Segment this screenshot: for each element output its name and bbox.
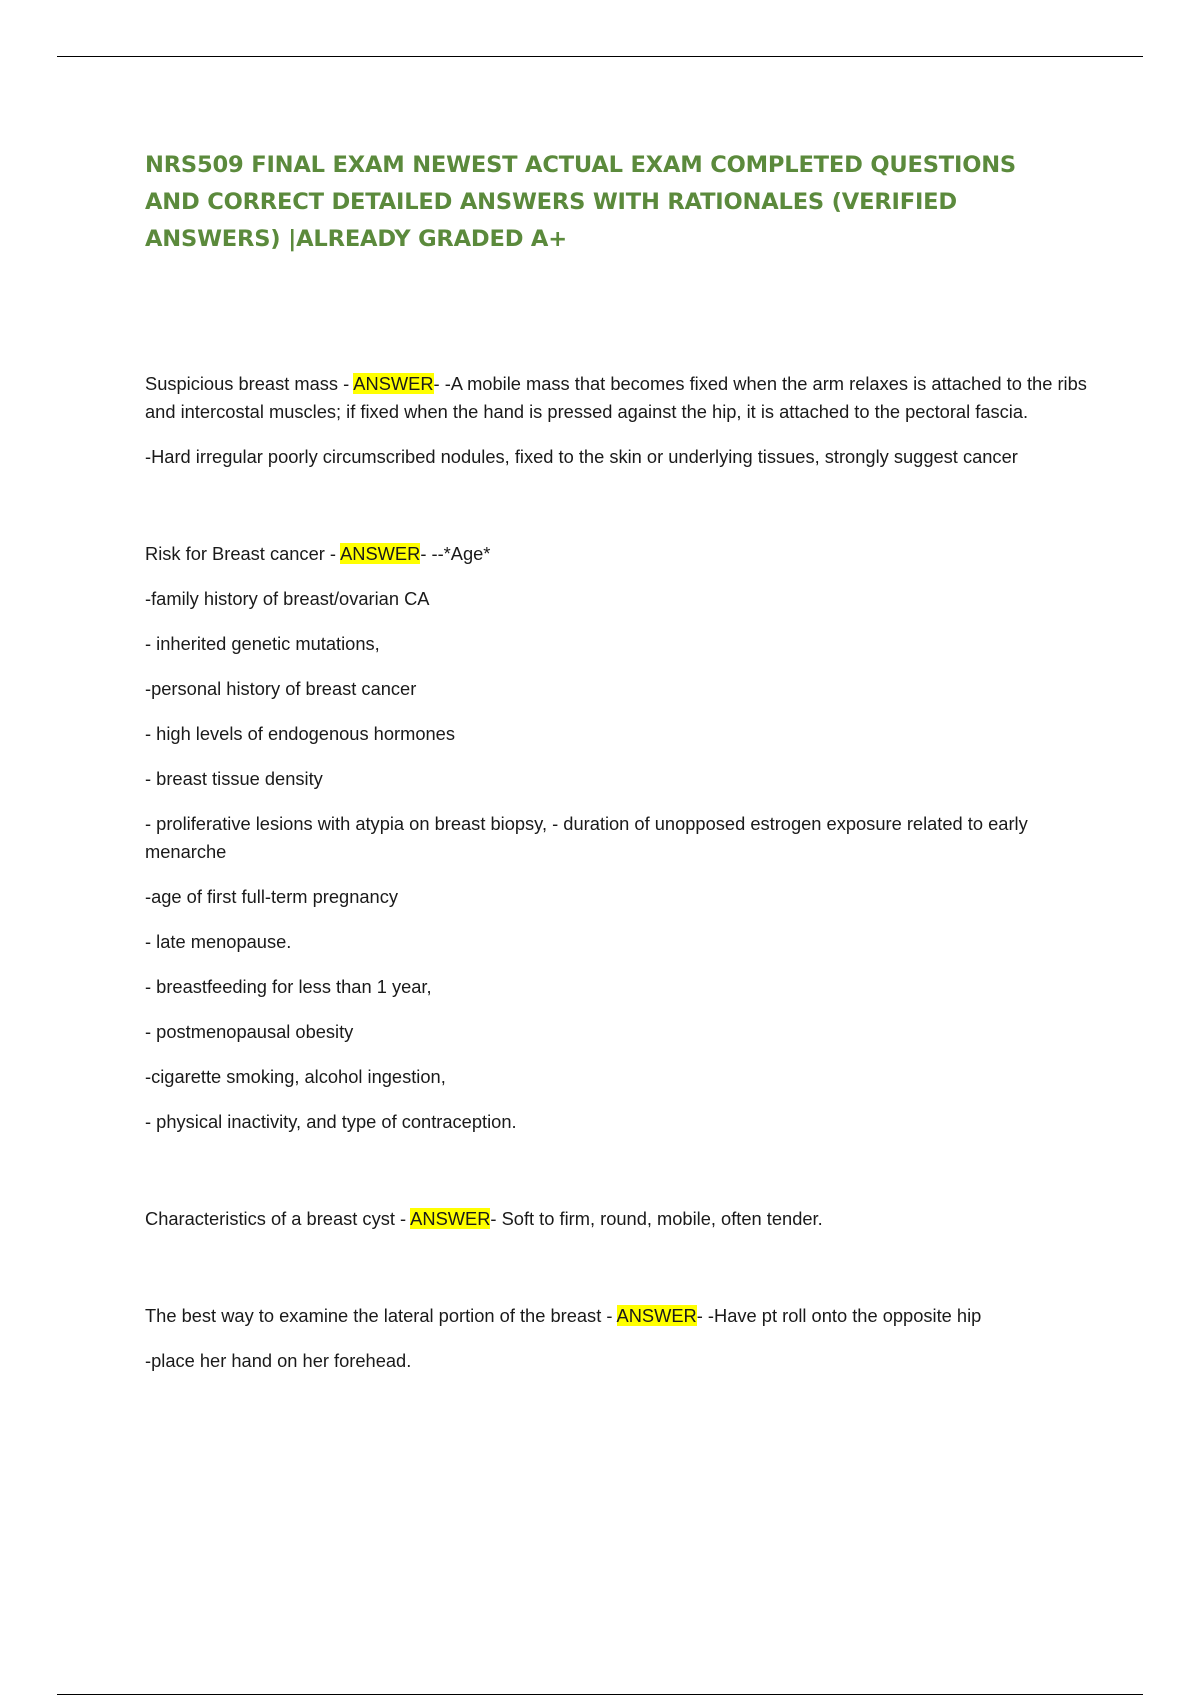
answer-highlight: ANSWER (616, 1305, 697, 1326)
qa-answer-line: - postmenopausal obesity (145, 1021, 354, 1042)
qa-term: The best way to examine the lateral portion of the breast - (145, 1305, 617, 1326)
qa-answer-line: - breast tissue density (145, 768, 323, 789)
qa-term: Suspicious breast mass - (145, 373, 354, 394)
qa-answer: - -A mobile mass that becomes fixed when the arm relaxes is attached to the ribs and intercostal muscles; if fixed when the hand is pressed against the hip, it is attached to the pectoral fascia. (145, 373, 1087, 422)
qa-answer-line: -family history of breast/ovarian CA (145, 588, 430, 609)
qa-block-suspicious-breast-mass (145, 370, 1090, 471)
answer-highlight: ANSWER (410, 1208, 491, 1229)
qa-question (145, 370, 1090, 426)
qa-answer-line: -Hard irregular poorly circumscribed nodules, fixed to the skin or underlying tissues, strongly suggest cancer (145, 446, 1018, 467)
qa-term: Characteristics of a breast cyst - (145, 1208, 411, 1229)
qa-answer-line: -age of first full-term pregnancy (145, 886, 398, 907)
qa-answer-line: - breastfeeding for less than 1 year, (145, 976, 432, 997)
footer-rule (57, 1694, 1143, 1695)
qa-answer-line: - physical inactivity, and type of contraception. (145, 1111, 517, 1132)
answer-highlight: ANSWER (340, 543, 421, 564)
qa-answer-line: -personal history of breast cancer (145, 678, 417, 699)
qa-block-lateral-breast-exam (145, 1302, 1090, 1375)
qa-answer: - --*Age* (420, 543, 491, 564)
header-rule (57, 56, 1143, 57)
document-body (145, 370, 1090, 1392)
answer-highlight: ANSWER (353, 373, 434, 394)
qa-answer: - -Have pt roll onto the opposite hip (696, 1305, 982, 1326)
qa-answer-line: - proliferative lesions with atypia on breast biopsy, - duration of unopposed estrogen exposure related to early menarche (145, 813, 1028, 862)
qa-answer-line: - late menopause. (145, 931, 292, 952)
qa-question (145, 1302, 1090, 1330)
qa-answer-line: - high levels of endogenous hormones (145, 723, 455, 744)
qa-answer: - Soft to firm, round, mobile, often tender. (490, 1208, 823, 1229)
qa-term: Risk for Breast cancer - (145, 543, 341, 564)
document-title: NRS509 FINAL EXAM NEWEST ACTUAL EXAM COMPLETED QUESTIONS AND CORRECT DETAILED ANSWERS WITH RATIONALES (VERIFIED ANSWERS) |ALREADY GRADED A+ (145, 152, 1017, 252)
qa-question (145, 1205, 1090, 1233)
qa-answer-line: - inherited genetic mutations, (145, 633, 380, 654)
qa-block-risk-for-breast-cancer (145, 540, 1090, 1136)
qa-question (145, 540, 1090, 568)
qa-block-breast-cyst (145, 1205, 1090, 1233)
qa-answer-line: -place her hand on her forehead. (145, 1350, 412, 1371)
qa-answer-line: -cigarette smoking, alcohol ingestion, (145, 1066, 446, 1087)
